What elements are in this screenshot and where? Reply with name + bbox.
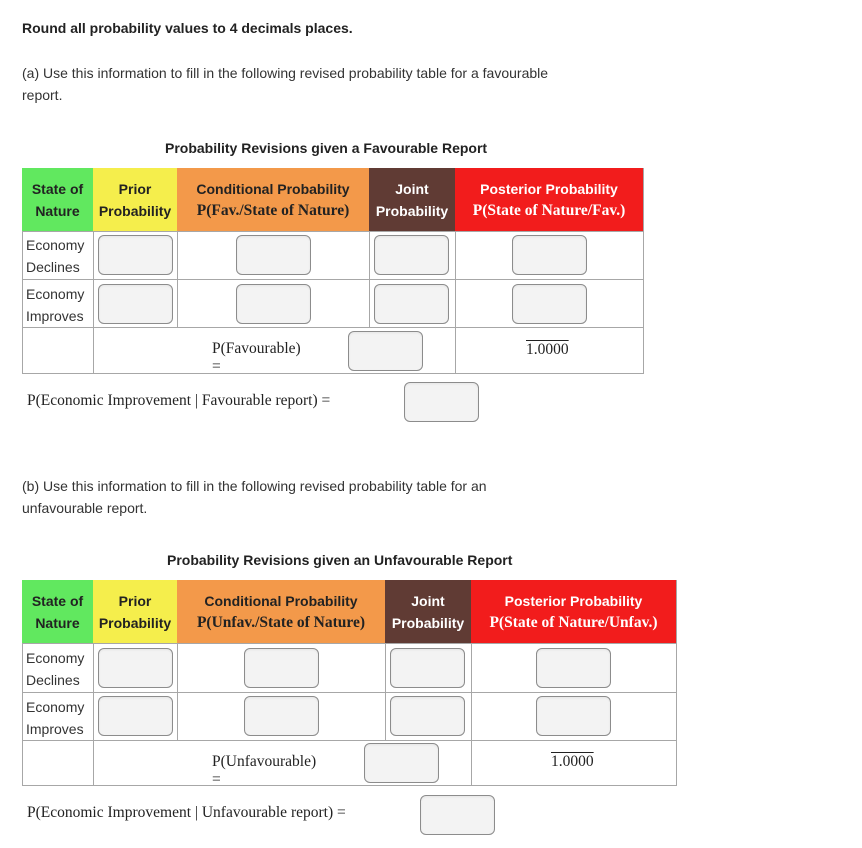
- prior-improves-input[interactable]: [98, 284, 173, 324]
- posterior-improves-input[interactable]: [536, 696, 611, 736]
- grid-line: [177, 231, 178, 327]
- row-label-economy-declines: Economy Declines: [26, 650, 85, 688]
- p-improvement-favourable-input[interactable]: [404, 382, 479, 422]
- grid-line: [22, 373, 643, 374]
- grid-line: [22, 643, 676, 644]
- conditional-declines-input[interactable]: [244, 648, 319, 688]
- header-posterior-probability: Posterior Probability P(State of Nature/Fav.): [455, 168, 643, 231]
- conditional-improves-input[interactable]: [244, 696, 319, 736]
- posterior-declines-input[interactable]: [512, 235, 587, 275]
- p-favourable-label: P(Favourable) =: [212, 340, 301, 375]
- grid-line: [22, 231, 23, 374]
- grid-line: [385, 643, 386, 740]
- posterior-improves-input[interactable]: [512, 284, 587, 324]
- conditional-declines-input[interactable]: [236, 235, 311, 275]
- grid-line: [455, 231, 456, 374]
- header-conditional-probability: Conditional Probability P(Fav./State of Nature): [177, 168, 369, 231]
- posterior-declines-input[interactable]: [536, 648, 611, 688]
- grid-line: [22, 692, 676, 693]
- grid-line: [22, 740, 676, 741]
- posterior-total-value: 1.0000: [526, 341, 569, 358]
- p-improvement-unfavourable-input[interactable]: [420, 795, 495, 835]
- grid-line: [22, 279, 643, 280]
- joint-declines-input[interactable]: [374, 235, 449, 275]
- p-favourable-input[interactable]: [348, 331, 423, 371]
- grid-line: [22, 785, 676, 786]
- grid-line: [471, 643, 472, 786]
- grid-line: [177, 643, 178, 740]
- header-prior-probability: Prior Probability: [93, 580, 177, 643]
- row-label-economy-declines: Economy Declines: [26, 237, 85, 275]
- part-b-intro-line2: unfavourable report.: [22, 500, 148, 516]
- header-state-of-nature: State of Nature: [22, 168, 93, 231]
- conditional-improves-input[interactable]: [236, 284, 311, 324]
- joint-improves-input[interactable]: [374, 284, 449, 324]
- p-improvement-favourable-label: P(Economic Improvement | Favourable report) =: [27, 392, 331, 409]
- part-b-intro-line1: (b) Use this information to fill in the following revised probability table for an: [22, 478, 487, 494]
- row-label-economy-improves: Economy Improves: [26, 699, 85, 737]
- header-prior-probability: Prior Probability: [93, 168, 177, 231]
- grid-line: [643, 168, 644, 374]
- prior-declines-input[interactable]: [98, 235, 173, 275]
- grid-line: [676, 580, 677, 786]
- part-a-intro: [22, 62, 548, 106]
- header-conditional-probability: Conditional Probability P(Unfav./State of Nature): [177, 580, 385, 643]
- part-a-intro-line2: report.: [22, 87, 63, 103]
- grid-line: [93, 643, 94, 786]
- instruction-text: Round all probability values to 4 decimals places.: [22, 20, 353, 36]
- p-improvement-unfavourable-label: P(Economic Improvement | Unfavourable report) =: [27, 804, 346, 821]
- grid-line: [369, 231, 370, 327]
- header-joint-probability: Joint Probability: [369, 168, 455, 231]
- grid-line: [93, 231, 94, 374]
- grid-line: [22, 643, 23, 786]
- prior-declines-input[interactable]: [98, 648, 173, 688]
- posterior-total-value: 1.0000: [551, 753, 594, 770]
- part-b-intro: [22, 475, 487, 519]
- joint-improves-input[interactable]: [390, 696, 465, 736]
- part-a-intro-line1: (a) Use this information to fill in the following revised probability table for a favourable: [22, 65, 549, 81]
- header-joint-probability: Joint Probability: [385, 580, 471, 643]
- grid-line: [22, 327, 643, 328]
- row-label-economy-improves: Economy Improves: [26, 286, 85, 324]
- prior-improves-input[interactable]: [98, 696, 173, 736]
- grid-line: [22, 231, 643, 232]
- header-posterior-probability: Posterior Probability P(State of Nature/Unfav.): [471, 580, 676, 643]
- joint-declines-input[interactable]: [390, 648, 465, 688]
- part-b-table-title: Probability Revisions given an Unfavourable Report: [167, 552, 513, 568]
- header-state-of-nature: State of Nature: [22, 580, 93, 643]
- p-unfavourable-input[interactable]: [364, 743, 439, 783]
- part-a-table-title: Probability Revisions given a Favourable Report: [165, 140, 488, 156]
- p-unfavourable-label: P(Unfavourable) =: [212, 753, 317, 788]
